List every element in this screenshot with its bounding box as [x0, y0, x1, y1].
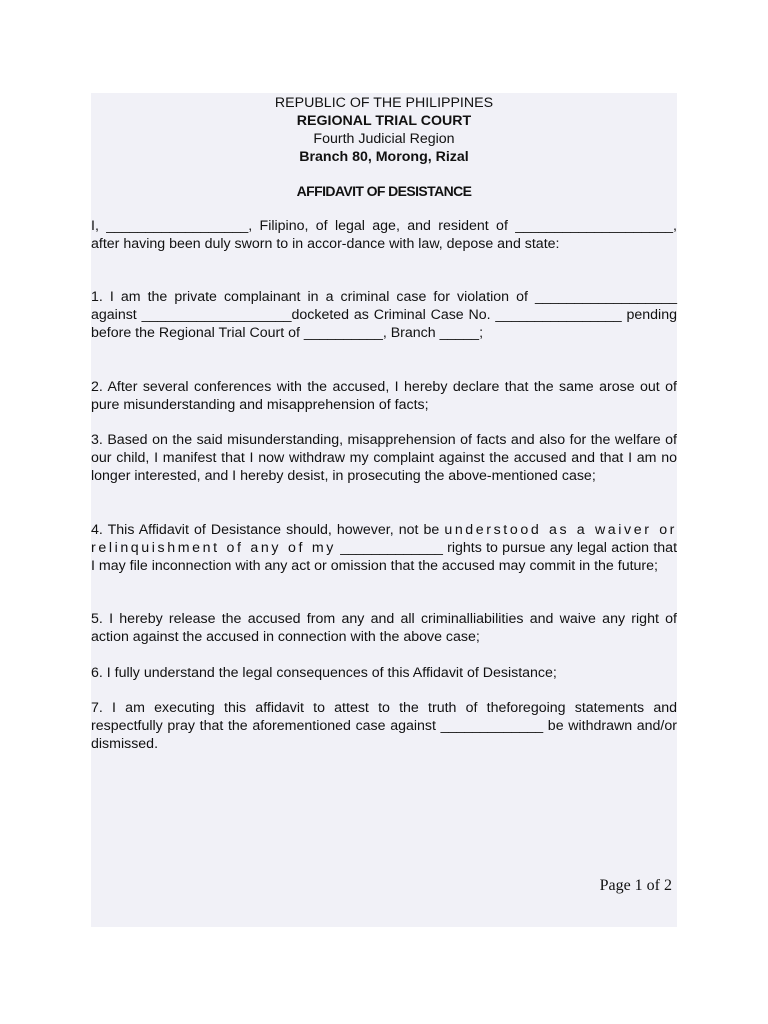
header-region: Fourth Judicial Region	[313, 131, 455, 147]
document-page	[91, 93, 677, 927]
paragraph-4-end: _____________ rights to pursue any legal action that I may file inconnection with any act or omission that the accused may commit in the future;	[91, 539, 678, 574]
intro-paragraph: I, __________________, Filipino, of legal age, and resident of ____________________, after having been duly sworn to in accor-dance with law, depose and state:	[91, 218, 677, 252]
paragraph-1: 1. I am the private complainant in a criminal case for violation of __________________ against ___________________docketed as Criminal Case No. ________________ pending before the Regional Trial Court of __________, Branch _____;	[91, 289, 677, 341]
paragraph-6: 6. I fully understand the legal consequences of this Affidavit of Desistance;	[91, 665, 557, 681]
paragraph-5: 5. I hereby release the accused from any and all criminalliabilities and waive any right of action against the accused in connection with the above case;	[91, 611, 677, 645]
paragraph-4	[91, 522, 677, 575]
paragraph-4-start: 4. This Affidavit of Desistance should, however, not be	[91, 522, 440, 538]
paragraph-2: 2. After several conferences with the accused, I hereby declare that the same arose out of pure misunderstanding and misapprehension of facts;	[91, 379, 677, 413]
paragraph-7: 7. I am executing this affidavit to attest to the truth of theforegoing statements and respectfully pray that the aforementioned case against _____________ be withdrawn and/or dismissed.	[91, 700, 677, 752]
header-court: REGIONAL TRIAL COURT	[296, 113, 472, 129]
paragraph-3: 3. Based on the said misunderstanding, misapprehension of facts and also for the welfare of our child, I manifest that I now withdraw my complaint against the accused and that I am no longer interested, and I hereby desist, in prosecuting the above-mentioned case;	[91, 432, 677, 484]
header-branch: Branch 80, Morong, Rizal	[299, 149, 469, 165]
header-republic: REPUBLIC OF THE PHILIPPINES	[274, 95, 494, 111]
page-number: Page 1 of 2	[599, 877, 672, 894]
paragraph-4-spaced: understood as a waiver or relinquishment of any of my	[91, 522, 678, 556]
document-title: AFFIDAVIT OF DESISTANCE	[296, 183, 472, 199]
